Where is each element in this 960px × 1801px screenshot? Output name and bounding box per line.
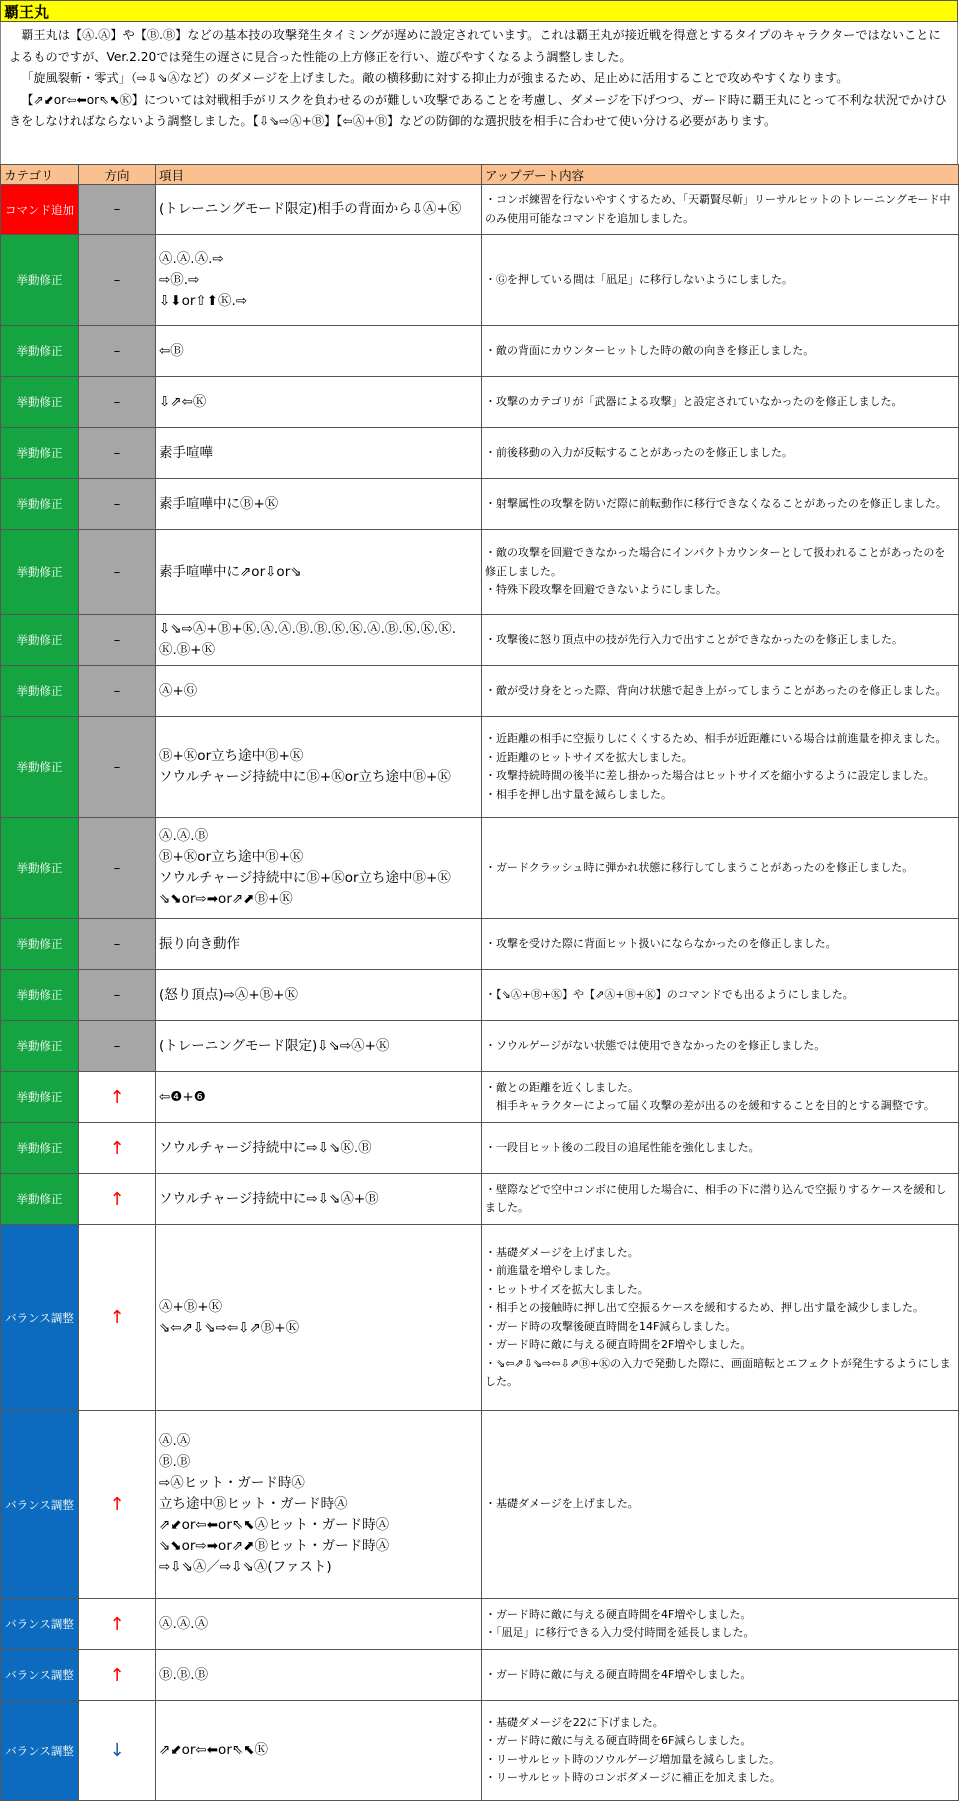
dash-mark: – [113, 564, 121, 580]
intro-text [0, 22, 958, 164]
item-cell [156, 1701, 482, 1801]
category-cell: 挙動修正 [1, 326, 79, 377]
dash-mark: – [113, 860, 121, 876]
content-line: ・近距離のヒットサイズを拡大しました。 [485, 750, 693, 764]
content-line: ・コンボ練習を行ないやすくするため、「天覇賢尽斬」リーサルヒットのトレーニングモード中のみ使用可能なコマンドを追加しました。 [485, 193, 951, 225]
intro-paragraph: 【⇗⬋or⇦⬅or⇖⬉Ⓚ】については対戦相手がリスクを負わせるのが難しい攻撃であることを考慮し、ダメージを下げつつ、ガード時に覇王丸にとって不利な状況でかけひきをしなければならないよう調整しました。【⇩⇘⇨Ⓐ+Ⓑ】【⇦Ⓐ+Ⓑ】などの防御的な選択肢を相手に合わせて使い分ける必要があります。 [9, 92, 947, 128]
category-cell: バランス調整 [1, 1225, 79, 1411]
category-cell: 挙動修正 [1, 1174, 79, 1225]
content-line: ・攻撃を受けた際に背面ヒット扱いにならなかったのを修正しました。 [485, 936, 837, 950]
item-line: Ⓐ.Ⓐ [159, 1433, 191, 1449]
category-cell: 挙動修正 [1, 479, 79, 530]
direction-cell [79, 818, 156, 919]
direction-cell [79, 919, 156, 970]
item-line: ソウルチャージ持続中に⇨⇩⇘Ⓚ.Ⓑ [159, 1139, 372, 1156]
content-line: ・ガード時に敵に与える硬直時間を2F増やしました。 [485, 1338, 752, 1351]
content-line: ・敵の攻撃を回避できなかった場合にインパクトカウンターとして扱われることがあったのを修正しました。 [485, 546, 946, 578]
item-line: 立ち途中Ⓑヒット・ガード時Ⓐ [159, 1496, 348, 1512]
item-cell [156, 377, 482, 428]
content-line: ・基礎ダメージを22に下げました。 [485, 1715, 664, 1729]
item-line: ⇦❹+❻ [159, 1088, 206, 1105]
item-line: (トレーニングモード限定)⇩⇘⇨Ⓐ+Ⓚ [159, 1037, 390, 1054]
content-line: ・【⇘Ⓐ+Ⓑ+Ⓚ】や【⇗Ⓐ+Ⓑ+Ⓚ】のコマンドでも出るようにしました。 [485, 987, 854, 1001]
content-line: ・「凪足」に移行できる入力受付時間を延長しました。 [485, 1626, 755, 1639]
item-line: Ⓑ.Ⓑ [159, 1454, 191, 1470]
content-cell [482, 1021, 959, 1072]
item-line: Ⓐ.Ⓐ.Ⓑ [159, 828, 209, 844]
content-line: ・基礎ダメージを上げました。 [485, 1497, 639, 1511]
item-line: ⇨⇩⇘Ⓐ／⇨⇩⇘Ⓐ(ファスト) [159, 1559, 332, 1575]
content-line: ・敵の背面にカウンターヒットした時の敵の向きを修正しました。 [485, 343, 815, 357]
direction-cell [79, 970, 156, 1021]
content-cell [482, 530, 959, 615]
arrow-up-icon: ↑ [109, 1494, 125, 1515]
item-line: ⇘⬊or⇨➡or⇗⬈Ⓑ+Ⓚ [159, 891, 293, 907]
content-line: ・ガード時に敵に与える硬直時間を4F増やしました。 [485, 1607, 752, 1621]
content-cell [482, 1225, 959, 1411]
content-line: ・⇘⇦⇗⇩⇘⇨⇦⇩⇗Ⓑ+Ⓚの入力で発動した際に、画面暗転とエフェクトが発生するようにしました。 [485, 1356, 951, 1388]
direction-cell [79, 615, 156, 666]
dash-mark: – [113, 632, 121, 648]
table-row [1, 970, 959, 1021]
table-row [1, 615, 959, 666]
content-cell [482, 717, 959, 818]
direction-cell [79, 1225, 156, 1411]
content-cell [482, 1650, 959, 1701]
item-cell [156, 1650, 482, 1701]
direction-cell [79, 1123, 156, 1174]
dash-mark: – [113, 759, 121, 775]
item-cell [156, 185, 482, 235]
item-line: Ⓐ.Ⓐ.Ⓐ.⇨ [159, 250, 224, 267]
content-line: ・基礎ダメージを上げました。 [485, 1245, 639, 1259]
content-line: ・特殊下段攻撃を回避できないようにしました。 [485, 583, 727, 597]
table-row [1, 1599, 959, 1650]
header-content: アップデート内容 [482, 165, 959, 185]
item-line: 素手喧嘩 [159, 444, 213, 461]
content-cell [482, 818, 959, 919]
direction-cell [79, 1072, 156, 1123]
item-line: (トレーニングモード限定)相手の背面から⇩Ⓐ+Ⓚ [159, 201, 462, 217]
table-row [1, 1701, 959, 1801]
item-cell [156, 428, 482, 479]
category-cell: 挙動修正 [1, 377, 79, 428]
item-cell [156, 1599, 482, 1650]
category-cell: バランス調整 [1, 1411, 79, 1599]
content-cell [482, 1174, 959, 1225]
item-line: Ⓐ+Ⓑ+Ⓚ [159, 1298, 223, 1315]
item-line: ⇘⬊or⇨➡or⇗⬈Ⓑヒット・ガード時Ⓐ [159, 1538, 390, 1554]
item-cell [156, 919, 482, 970]
table-row [1, 1411, 959, 1599]
content-line: ・ガード時に敵に与える硬直時間を4F増やしました。 [485, 1667, 752, 1681]
item-cell [156, 666, 482, 717]
content-cell [482, 970, 959, 1021]
content-line: ・リーサルヒット時のソウルゲージ増加量を減らしました。 [485, 1752, 781, 1766]
content-line: ・相手を押し出す量を減らしました。 [485, 787, 672, 801]
header-item: 項目 [156, 165, 482, 185]
item-line: ソウルチャージ持続中にⒷ+Ⓚor立ち途中Ⓑ+Ⓚ [159, 769, 451, 785]
category-cell: 挙動修正 [1, 919, 79, 970]
table-row [1, 919, 959, 970]
item-cell [156, 970, 482, 1021]
dash-mark: – [113, 936, 121, 952]
item-line: 素手喧嘩中に⇗or⇩or⇘ [159, 563, 302, 580]
content-line: ・前後移動の入力が反転することがあったのを修正しました。 [485, 445, 793, 459]
table-header-row [1, 165, 959, 185]
content-cell [482, 1599, 959, 1650]
item-cell [156, 1123, 482, 1174]
item-cell [156, 1021, 482, 1072]
dash-mark: – [113, 202, 121, 217]
dash-mark: – [113, 496, 121, 512]
direction-cell [79, 185, 156, 235]
content-cell [482, 428, 959, 479]
content-line: ・Ⓖを押している間は「凪足」に移行しないようにしました。 [485, 272, 793, 286]
item-line: ⇗⬋or⇦⬅or⇖⬉Ⓚ [159, 1742, 268, 1758]
update-table [0, 164, 959, 1801]
arrow-up-icon: ↑ [109, 1664, 125, 1686]
item-line: Ⓐ+Ⓖ [159, 682, 198, 699]
arrow-down-icon: ↓ [109, 1740, 125, 1761]
content-line: ・前進量を増やしました。 [485, 1264, 617, 1277]
content-cell [482, 1411, 959, 1599]
item-line: 振り向き動作 [159, 935, 240, 952]
content-line: ・ガード時に敵に与える硬直時間を6F減らしました。 [485, 1734, 752, 1747]
item-cell [156, 235, 482, 326]
item-cell [156, 717, 482, 818]
table-row [1, 1021, 959, 1072]
item-line: ⇘⇦⇗⇩⇘⇨⇦⇩⇗Ⓑ+Ⓚ [159, 1319, 300, 1336]
category-cell: バランス調整 [1, 1650, 79, 1701]
arrow-up-icon: ↑ [109, 1613, 125, 1635]
content-line: ・敵との距離を近くしました。 [485, 1080, 639, 1094]
direction-cell [79, 1599, 156, 1650]
arrow-up-icon: ↑ [109, 1137, 125, 1159]
table-row [1, 1650, 959, 1701]
content-cell [482, 479, 959, 530]
content-cell [482, 235, 959, 326]
direction-cell [79, 1650, 156, 1701]
item-cell [156, 326, 482, 377]
page-title: 覇王丸 [0, 0, 958, 22]
content-cell [482, 919, 959, 970]
content-line: ・ヒットサイズを拡大しました。 [485, 1282, 649, 1296]
table-row [1, 185, 959, 235]
table-row [1, 666, 959, 717]
category-cell: コマンド追加 [1, 185, 79, 235]
table-row [1, 717, 959, 818]
item-line: Ⓐ.Ⓐ.Ⓐ [159, 1615, 209, 1632]
item-line: ⇨Ⓐヒット・ガード時Ⓐ [159, 1475, 305, 1491]
content-cell [482, 377, 959, 428]
content-cell [482, 326, 959, 377]
direction-cell [79, 1701, 156, 1801]
item-cell [156, 1174, 482, 1225]
category-cell: 挙動修正 [1, 1123, 79, 1174]
item-line: 素手喧嘩中にⒷ+Ⓚ [159, 495, 279, 512]
content-cell [482, 1123, 959, 1174]
category-cell: 挙動修正 [1, 1021, 79, 1072]
item-line: ⇩⬇or⇧⬆Ⓚ.⇨ [159, 292, 248, 309]
item-cell [156, 479, 482, 530]
item-line: ソウルチャージ持続中にⒷ+Ⓚor立ち途中Ⓑ+Ⓚ [159, 870, 451, 886]
content-line: ・敵が受け身をとった際、背向け状態で起き上がってしまうことがあったのを修正しました。 [485, 683, 947, 697]
item-line: ⇩⇘⇨Ⓐ+Ⓑ+Ⓚ.Ⓐ.Ⓐ.Ⓑ.Ⓑ.Ⓚ.Ⓚ.Ⓐ.Ⓑ.Ⓚ.Ⓚ.Ⓚ. [159, 621, 457, 637]
direction-cell [79, 1411, 156, 1599]
table-row [1, 326, 959, 377]
dash-mark: – [113, 445, 121, 461]
item-line: Ⓑ+Ⓚor立ち途中Ⓑ+Ⓚ [159, 849, 304, 865]
direction-cell [79, 377, 156, 428]
content-line: ・一段目ヒット後の二段目の追尾性能を強化しました。 [485, 1140, 760, 1154]
table-row [1, 479, 959, 530]
item-line: ⇨Ⓑ.⇨ [159, 271, 200, 288]
content-cell [482, 666, 959, 717]
table-row [1, 530, 959, 615]
table-row [1, 1072, 959, 1123]
content-line: ・相手との接触時に押し出て空振るケースを緩和するため、押し出す量を減少しました。 [485, 1301, 925, 1314]
item-cell [156, 1411, 482, 1599]
item-cell [156, 530, 482, 615]
content-line: ・リーサルヒット時のコンボダメージに補正を加えました。 [485, 1771, 781, 1784]
dash-mark: – [113, 987, 121, 1003]
item-line: Ⓚ.Ⓑ+Ⓚ [159, 642, 216, 658]
content-line: ・射撃属性の攻撃を防いだ際に前転動作に移行できなくなることがあったのを修正しました。 [485, 496, 947, 510]
dash-mark: – [113, 394, 121, 410]
item-cell [156, 1225, 482, 1411]
category-cell: バランス調整 [1, 1599, 79, 1650]
item-cell [156, 615, 482, 666]
content-cell [482, 185, 959, 235]
arrow-up-icon: ↑ [109, 1188, 125, 1210]
table-row [1, 1225, 959, 1411]
category-cell: 挙動修正 [1, 818, 79, 919]
content-line: ・攻撃のカテゴリが「武器による攻撃」と設定されていなかったのを修正しました。 [485, 394, 903, 408]
item-cell [156, 1072, 482, 1123]
direction-cell [79, 428, 156, 479]
category-cell: 挙動修正 [1, 1072, 79, 1123]
table-row [1, 377, 959, 428]
intro-paragraph: 「旋風裂斬・零式」（⇨⇩⇘Ⓐなど）のダメージを上げました。敵の横移動に対する抑止力が強まるため、足止めに活用することで攻めやすくなります。 [21, 71, 849, 85]
table-row [1, 235, 959, 326]
item-line: ⇦Ⓑ [159, 342, 184, 359]
item-line: ⇩⇗⇦Ⓚ [159, 393, 207, 410]
direction-cell [79, 530, 156, 615]
dash-mark: – [113, 683, 121, 699]
dash-mark: – [113, 272, 121, 288]
content-line: ・近距離の相手に空振りしにくくするため、相手が近距離にいる場合は前進量を抑えました。 [485, 732, 947, 745]
direction-cell [79, 479, 156, 530]
arrow-up-icon: ↑ [109, 1086, 125, 1108]
content-cell [482, 1701, 959, 1801]
category-cell: 挙動修正 [1, 235, 79, 326]
content-line: 相手キャラクターによって届く攻撃の差が出るのを緩和することを目的とする調整です。 [485, 1099, 935, 1112]
category-cell: 挙動修正 [1, 666, 79, 717]
content-line: ・ガード時の攻撃後硬直時間を14F減らしました。 [485, 1319, 737, 1333]
item-line: Ⓑ+Ⓚor立ち途中Ⓑ+Ⓚ [159, 748, 304, 764]
intro-paragraph: 覇王丸は【Ⓐ.Ⓐ】や【Ⓑ.Ⓑ】などの基本技の攻撃発生タイミングが遅めに設定されています。これは覇王丸が接近戦を得意とするタイプのキャラクターではないことによるものですが、Ver.2.20では発生の遅さに見合った性能の上方修正を行い、遊びやすくなるよう調整しました。 [9, 28, 941, 64]
content-line: ・ガードクラッシュ時に弾かれ状態に移行してしまうことがあったのを修正しました。 [485, 860, 914, 874]
content-line: ・攻撃後に怒り頂点中の技が先行入力で出すことができなかったのを修正しました。 [485, 632, 903, 646]
direction-cell [79, 1174, 156, 1225]
direction-cell [79, 326, 156, 377]
content-line: ・壁際などで空中コンボに使用した場合に、相手の下に潜り込んで空振りするケースを緩和しました。 [485, 1182, 947, 1214]
table-row [1, 1123, 959, 1174]
direction-cell [79, 235, 156, 326]
item-line: ⇗⬋or⇦⬅or⇖⬉Ⓐヒット・ガード時Ⓐ [159, 1517, 390, 1533]
table-row [1, 1174, 959, 1225]
header-category: カテゴリ [1, 165, 79, 185]
content-cell [482, 615, 959, 666]
item-line: (怒り頂点)⇨Ⓐ+Ⓑ+Ⓚ [159, 986, 298, 1003]
category-cell: 挙動修正 [1, 717, 79, 818]
category-cell: 挙動修正 [1, 530, 79, 615]
category-cell: 挙動修正 [1, 615, 79, 666]
direction-cell [79, 1021, 156, 1072]
content-cell [482, 1072, 959, 1123]
category-cell: バランス調整 [1, 1701, 79, 1801]
item-cell [156, 818, 482, 919]
item-line: ソウルチャージ持続中に⇨⇩⇘Ⓐ+Ⓑ [159, 1190, 379, 1207]
dash-mark: – [113, 343, 121, 359]
header-direction: 方向 [79, 165, 156, 185]
dash-mark: – [113, 1038, 121, 1054]
content-line: ・攻撃持続時間の後半に差し掛かった場合はヒットサイズを縮小するように設定しました。 [485, 769, 935, 782]
category-cell: 挙動修正 [1, 428, 79, 479]
category-cell: 挙動修正 [1, 970, 79, 1021]
arrow-up-icon: ↑ [109, 1307, 125, 1328]
direction-cell [79, 666, 156, 717]
item-line: Ⓑ.Ⓑ.Ⓑ [159, 1666, 209, 1683]
table-row [1, 428, 959, 479]
table-row [1, 818, 959, 919]
direction-cell [79, 717, 156, 818]
content-line: ・ソウルゲージがない状態では使用できなかったのを修正しました。 [485, 1038, 826, 1052]
